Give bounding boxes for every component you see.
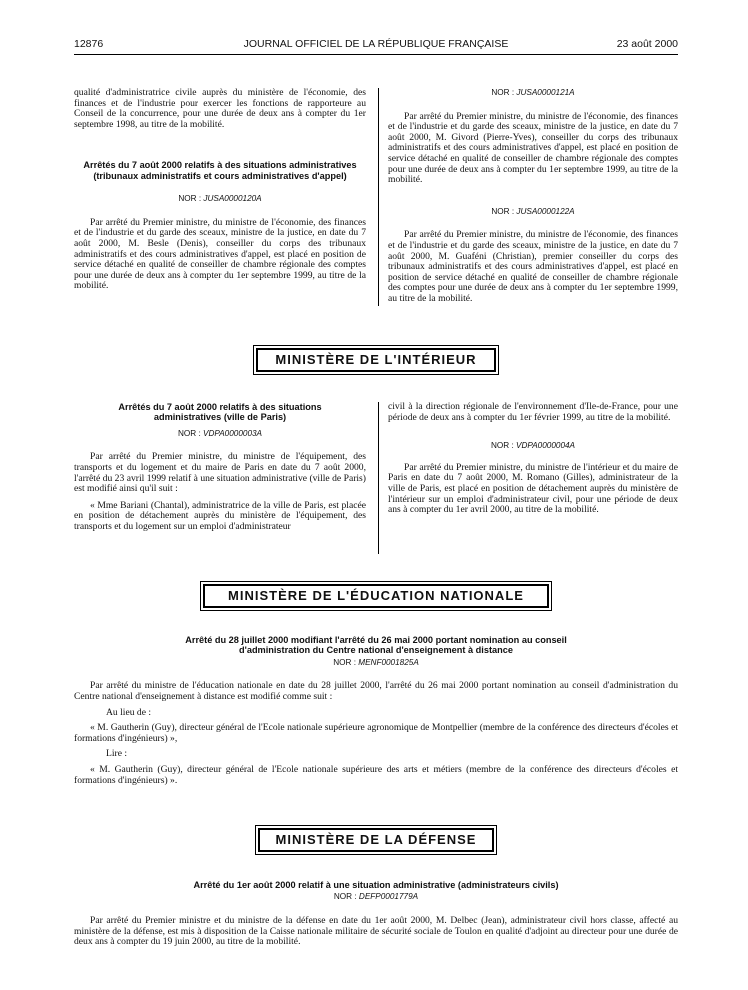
arrete-paragraph: « Mme Bariani (Chantal), administratrice de la ville de Paris, est placée en position de détachement auprès du ministère de l'équipement, des transports et du logement sur un emploi d'administrateur [74, 499, 366, 532]
column-divider [378, 88, 379, 306]
header-rule [74, 54, 678, 55]
nor-reference: NOR : MENF0001825A [333, 657, 419, 667]
section-title: Arrêté du 1er août 2000 relatif à une situation administrative (administrateurs civils) [193, 880, 559, 890]
education-section [74, 635, 678, 786]
au-lieu-label: Au lieu de : [106, 706, 152, 718]
defense-section [74, 880, 678, 948]
continuation-text: qualité d'administratrice civile auprès du ministère de l'économie, des finances et de l'industrie pour exercer les fonctions de rapporteure au Conseil de la concurrence, pour une durée de deux ans à compter du 1er septembre 1998, au titre de la mobilité. [74, 87, 366, 130]
quote-paragraph: « M. Gautherin (Guy), directeur général de l'Ecole nationale supérieure des arts et métiers (membre de la conférence des directeurs d'écoles et formations d'ingénieurs) ». [74, 763, 678, 786]
page-number: 12876 [74, 38, 104, 50]
nor-reference: NOR : JUSA0000120A [178, 194, 262, 204]
issue-date: 23 août 2000 [616, 38, 678, 50]
arrete-paragraph: Par arrêté du Premier ministre, du ministre de l'intérieur et du maire de Paris en date du 7 août 2000, M. Romano (Gilles), administrateur de la ville de Paris, est placé en position de détachement auprès du ministère de l'intérieur sur un emploi d'administrateur civil, pour une période de deux ans à compter du 1er avril 2000, au titre de la mobilité. [388, 461, 678, 516]
section-title: Arrêté du 28 juillet 2000 modifiant l'arrêté du 26 mai 2000 portant nomination au conseil d'administration du Centre national d'enseignement à distance [185, 635, 567, 656]
section-title: Arrêtés du 7 août 2000 relatifs à des situations administratives (ville de Paris) [118, 402, 322, 423]
arrete-paragraph: Par arrêté du Premier ministre, du ministre de l'économie, des finances et de l'industrie et du garde des sceaux, ministre de la justice, en date du 7 août 2000, M. Besle (Denis), conseiller du corps des tribunaux administratifs et des cours administratives d'appel, est placé en position de service détaché en qualité de conseiller de chambre régionale des comptes pour une durée de deux ans à compter du 1er septembre 1999, au titre de la mobilité. [74, 216, 366, 292]
quote-paragraph: « M. Gautherin (Guy), directeur général de l'Ecole nationale supérieure agronomique de Montpellier (membre de la conférence des directeurs d'écoles et formations d'ingénieurs) », [74, 722, 678, 744]
column-divider [378, 402, 379, 554]
top-left-column [74, 88, 366, 292]
top-right-column [388, 88, 678, 305]
nor-reference: NOR : JUSA0000122A [491, 206, 575, 216]
arrete-paragraph: Par arrêté du Premier ministre, du ministre de l'équipement, des transports et du logement et du maire de Paris en date du 7 août 2000, l'arrêté du 23 avril 1999 relatif à une situation administrative (ville de Paris) est modifié ainsi qu'il suit : [74, 451, 366, 495]
nor-reference: NOR : JUSA0000121A [491, 88, 575, 97]
nor-reference: NOR : VDPA0000004A [490, 441, 576, 451]
ministry-banner: MINISTÈRE DE L'ÉDUCATION NATIONALE [200, 581, 552, 611]
section-title: Arrêtés du 7 août 2000 relatifs à des situations administratives (tribunaux administratifs et cours administratives d'appel) [83, 160, 357, 181]
lire-label: Lire : [106, 748, 128, 760]
nor-reference: NOR : DEFP0001779A [333, 892, 419, 902]
continuation-text: civil à la direction régionale de l'environnement d'Ile-de-France, pour une période de deux ans à compter du 1er février 1999, au titre de la mobilité. [388, 401, 678, 423]
arrete-paragraph: Par arrêté du Premier ministre, du ministre de l'économie, des finances et de l'industrie et du garde des sceaux, ministre de la justice, en date du 7 août 2000, M. Givord (Pierre-Yves), conseiller du corps des tribunaux administratifs et des cours administratives d'appel, est placé en position de service détaché en qualité de conseiller de chambre régionale des comptes pour une durée de deux ans à compter du 1er septembre 1999, au titre de la mobilité. [388, 110, 678, 186]
page-header [74, 38, 678, 54]
arrete-paragraph: Par arrêté du Premier ministre, du ministre de l'économie, des finances et de l'industrie et du garde des sceaux, ministre de la justice, en date du 7 août 2000, M. Guaféni (Christian), premier conseiller du corps des tribunaux administratifs et des cours administratives d'appel, est placé en position de service détaché en qualité de conseiller de chambre régionale des comptes pour une durée de deux ans à compter du 1er septembre 1999, au titre de la mobilité. [388, 229, 678, 304]
interieur-left-column [74, 402, 366, 533]
arrete-paragraph: Par arrêté du ministre de l'éducation nationale en date du 28 juillet 2000, l'arrêté du 26 mai 2000 portant nomination au conseil d'administration du Centre national d'enseignement à distance est modifié comme suit : [74, 680, 678, 702]
ministry-banner: MINISTÈRE DE LA DÉFENSE [255, 825, 497, 855]
nor-reference: NOR : VDPA0000003A [177, 428, 263, 438]
interieur-right-column [388, 402, 678, 516]
arrete-paragraph: Par arrêté du Premier ministre et du ministre de la défense en date du 1er août 2000, M. Delbec (Jean), administrateur civil hors classe, affecté au ministère de la défense, est mis à disposition de la Caisse nationale militaire de sécurité sociale de Toulon en qualité d'adjoint au directeur pour une durée de deux ans à compter du 19 juin 2000, au titre de la mobilité. [74, 915, 678, 948]
journal-title: JOURNAL OFFICIEL DE LA RÉPUBLIQUE FRANÇAISE [243, 38, 509, 50]
ministry-banner: MINISTÈRE DE L'INTÉRIEUR [253, 345, 499, 375]
